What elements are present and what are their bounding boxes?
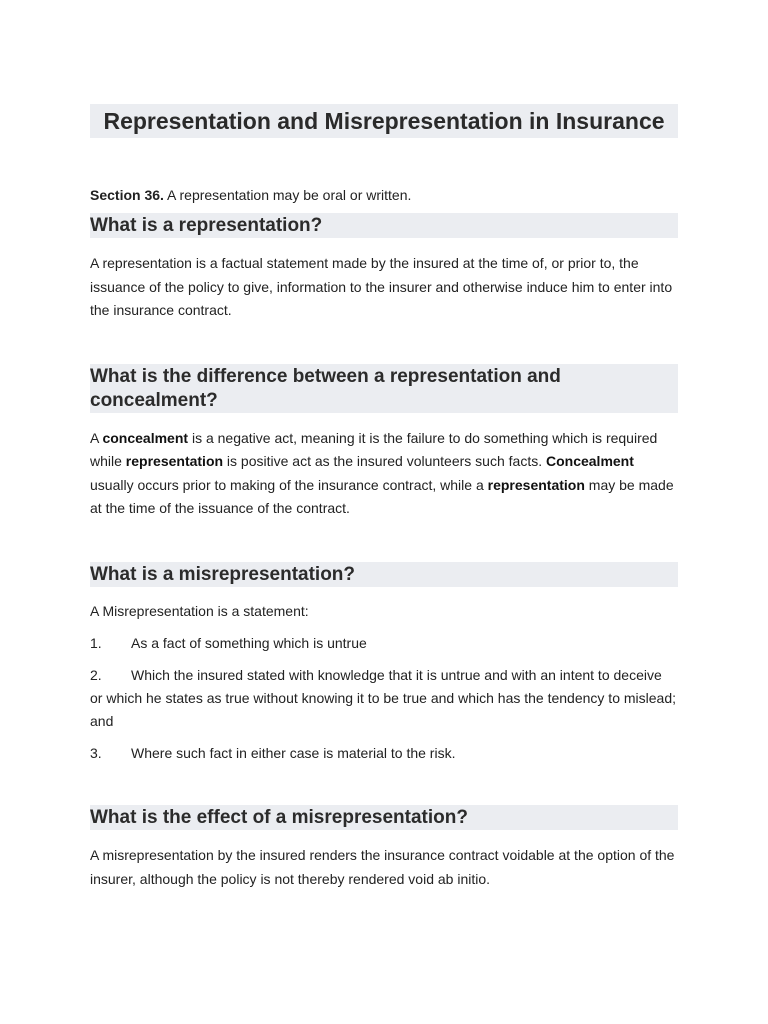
list-item bbox=[90, 664, 678, 733]
misrepresentation-intro-text: A Misrepresentation is a statement: bbox=[90, 602, 309, 619]
list-item bbox=[90, 632, 678, 655]
heading-what-is-representation-text: What is a representation? bbox=[90, 215, 323, 236]
list-item-text: Which the insured stated with knowledge that it is untrue and with an intent to deceive or which he states as true without knowing it to be true and which has the tendency to mislead; and bbox=[90, 667, 676, 729]
term-representation-2: representation bbox=[487, 476, 585, 493]
list-item-text: As a fact of something which is untrue bbox=[131, 635, 367, 651]
heading-what-is-misrepresentation bbox=[90, 562, 678, 587]
effect-answer bbox=[90, 844, 678, 891]
representation-definition-text: A representation is a factual statement made by the insured at the time of, or prior to, the issuance of the policy to give, information to the insurer and otherwise induce him to enter into the insurance contract. bbox=[90, 255, 673, 318]
list-item-text: Where such fact in either case is material to the risk. bbox=[131, 745, 456, 761]
section-36-text: A representation may be oral or written. bbox=[163, 187, 412, 203]
difference-text-b: is a negative act, meaning it is the failure to do something which is required while bbox=[90, 429, 658, 469]
term-concealment-2: Concealment bbox=[545, 453, 634, 469]
document-page bbox=[90, 104, 678, 891]
section-36-line bbox=[90, 185, 678, 205]
difference-answer bbox=[90, 427, 678, 521]
list-item bbox=[90, 742, 678, 765]
difference-text-c: is positive act as the insured volunteers such facts. bbox=[223, 453, 546, 469]
section-36-label: Section 36. bbox=[90, 187, 164, 203]
effect-answer-text: A misrepresentation by the insured renders the insurance contract voidable at the option of the insurer, although the policy is not thereby rendered void ab initio. bbox=[90, 847, 675, 887]
term-representation: representation bbox=[125, 453, 224, 469]
misrepresentation-intro bbox=[90, 600, 678, 624]
difference-text-d: usually occurs prior to making of the insurance contract, while a bbox=[90, 476, 488, 493]
heading-difference bbox=[90, 364, 678, 413]
term-concealment: concealment bbox=[102, 429, 189, 446]
heading-effect-of-misrepresentation-text: What is the effect of a misrepresentation? bbox=[90, 807, 468, 828]
difference-text-a: A bbox=[90, 429, 103, 446]
list-item-number: 1. bbox=[90, 635, 102, 651]
page-title bbox=[90, 104, 678, 138]
heading-effect-of-misrepresentation bbox=[90, 805, 678, 830]
difference-text-e: may be made at the time of the issuance of the contract. bbox=[90, 476, 674, 516]
heading-what-is-misrepresentation-text: What is a misrepresentation? bbox=[90, 563, 356, 585]
list-item-number: 3. bbox=[90, 745, 102, 761]
heading-difference-text: What is the difference between a representation and concealment? bbox=[90, 365, 561, 411]
list-item-number: 2. bbox=[90, 667, 102, 683]
page-title-text: Representation and Misrepresentation in Insurance bbox=[103, 108, 665, 134]
heading-what-is-representation bbox=[90, 213, 678, 238]
representation-definition bbox=[90, 252, 678, 323]
